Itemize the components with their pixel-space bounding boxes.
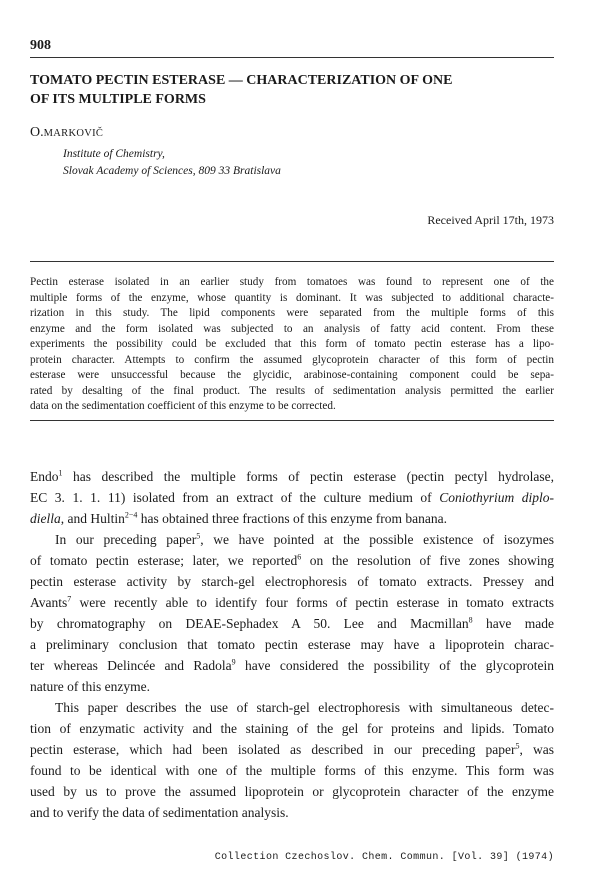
body-line: ter whereas Delincée and Radola$^9$ have considered the possibility of the glycoprotein [30, 657, 554, 673]
body-line: found to be identical with one of the multiple forms of this enzyme. This form was [30, 763, 554, 778]
abstract-line: enzyme and the form isolated was subjected to an analysis of fatty acid content. From these [30, 322, 554, 335]
body-line: nature of this enzyme. [30, 679, 150, 694]
affiliation-line: Slovak Academy of Sciences, 809 33 Bratislava [63, 165, 281, 177]
header-rule [30, 57, 554, 58]
body-line: by chromatography on DEAE-Sephadex A 50. Lee and Macmillan$^8$ have made [30, 615, 555, 631]
page-number: 908 [30, 38, 51, 53]
body-line: pectin esterase activity by starch-gel electrophoresis of tomato extracts. Pressey and [30, 574, 554, 589]
body-line: used by us to prove the assumed lipoprotein or glycoprotein character of the enzyme [30, 784, 554, 799]
journal-footer: Collection Czechoslov. Chem. Commun. [Vol. 39] (1974) [214, 852, 554, 863]
affiliation [63, 146, 281, 180]
abstract-top-rule [30, 261, 554, 262]
abstract-line: multiple forms of the enzyme, whose quantity is dominant. It was subjected to additional characte- [30, 291, 554, 304]
abstract-line: data on the sedimentation coefficient of this enzyme to be corrected. [30, 400, 336, 412]
abstract-line: Pectin esterase isolated in an earlier study from tomatoes was found to represent one of the [30, 276, 554, 288]
body-line: This paper describes the use of starch-gel electrophoresis with simultaneous detec- [55, 700, 554, 715]
body-line: EC 3. 1. 1. 11) isolated from an extract of the culture medium of Coniothyrium diplo- [30, 490, 554, 505]
body-line: Endo$^1$ has described the multiple forms of pectin esterase (pectin pectyl hydrolase, [30, 468, 554, 484]
received-date: Received April 17th, 1973 [427, 213, 554, 227]
body-line: tion of enzymatic activity and the staining of the gel for proteins and lipids. Tomato [30, 721, 554, 736]
abstract-line: esterase were unsuccessful because the glycidic, arabinose-containing component could be sepa- [30, 369, 554, 381]
article-body [30, 466, 554, 823]
author-name [30, 125, 103, 141]
abstract-line: experiments the possibility could be excluded that this form of tomato pectin esterase has a lipo- [30, 338, 554, 350]
author-initial: O. [30, 125, 44, 140]
abstract [30, 275, 554, 415]
article-title [30, 71, 554, 109]
body-line: a preliminary conclusion that tomato pectin esterase may have a lipoprotein charac- [30, 637, 554, 652]
body-line: of tomato pectin esterase; later, we reported$^6$ on the resolution of five zones showing [30, 552, 554, 568]
abstract-bottom-rule [30, 420, 554, 421]
title-line: OF ITS MULTIPLE FORMS [30, 92, 206, 107]
body-line: and to verify the data of sedimentation analysis. [30, 805, 289, 820]
abstract-line: rization in this study. The lipid components were separated from the multiple forms of this [30, 307, 554, 319]
abstract-line: protein character. Attempts to confirm the assumed glycoprotein character of this form of pectin [30, 353, 554, 366]
affiliation-line: Institute of Chemistry, [63, 148, 165, 160]
abstract-line: rated by desalting of the final product. The results of sedimentation analysis permitted the earlier [30, 384, 554, 397]
body-line: pectin esterase, which had been isolated as described in our preceding paper$^5$, was [30, 741, 554, 757]
body-line: In our preceding paper$^5$, we have pointed at the possible existence of isozymes [55, 531, 554, 547]
body-line: diella, and Hultin$^{2-4}$ has obtained three fractions of this enzyme from banana. [30, 510, 448, 526]
title-line: TOMATO PECTIN ESTERASE — CHARACTERIZATION OF ONE [30, 73, 453, 88]
body-line: Avants$^7$ were recently able to identify four forms of pectin esterase in tomato extracts [30, 594, 554, 610]
author-surname: MARKOVIČ [43, 128, 104, 139]
